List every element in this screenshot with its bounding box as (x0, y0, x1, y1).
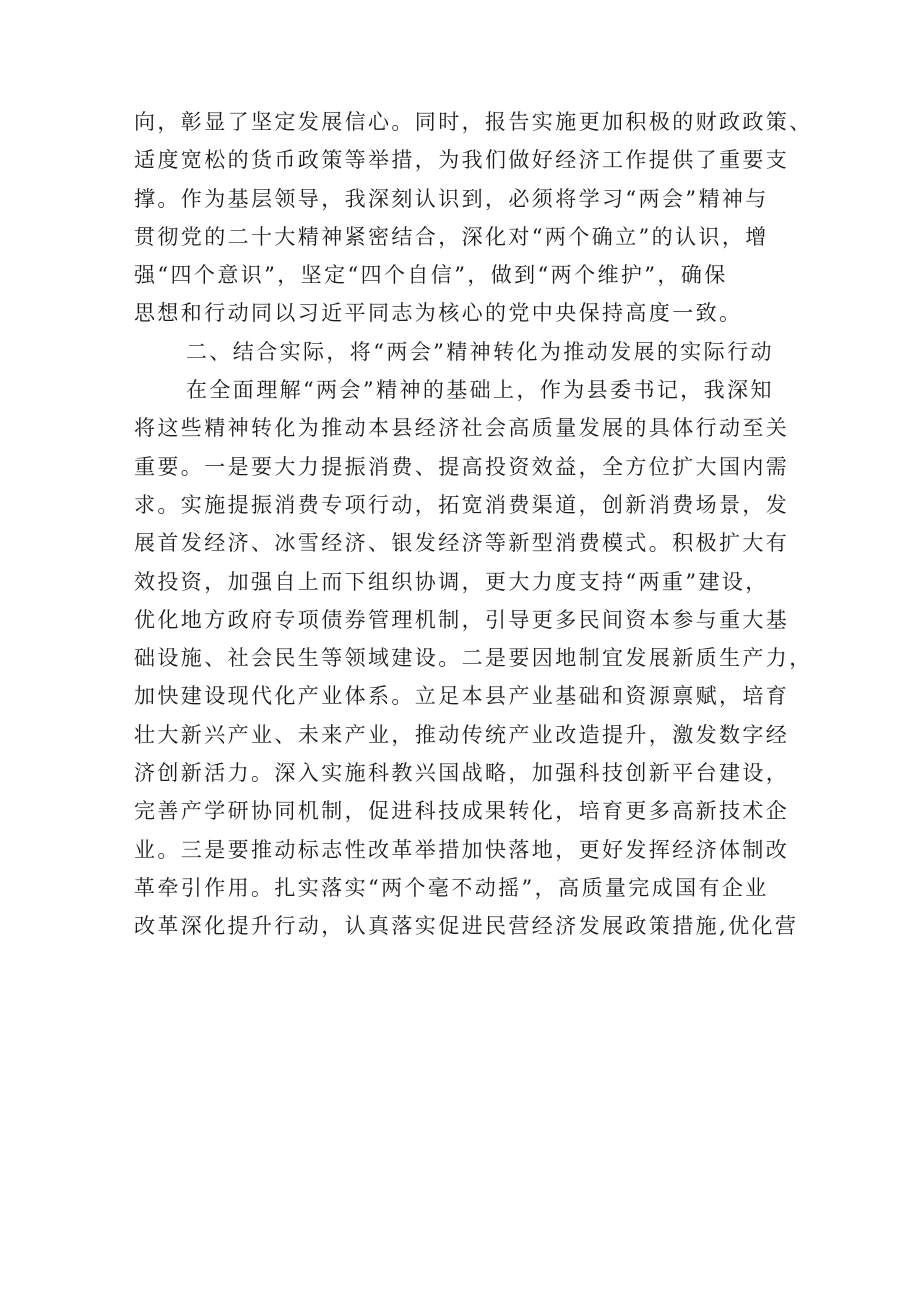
section-heading: 二、结合实际，将“两会”精神转化为推动发展的实际行动 (186, 339, 774, 364)
text-line: 业。三是要推动标志性改革举措加快落地，更好发挥经济体制改 (134, 837, 790, 862)
text-line: 向，彰显了坚定发展信心。同时，报告实施更加积极的财政政策、 (134, 110, 813, 134)
text-line: 济创新活力。深入实施科教兴国战略，加强科技创新平台建设， (134, 761, 790, 786)
text-line: 适度宽松的货币政策等举措，为我们做好经济工作提供了重要支 (134, 148, 790, 173)
text-line: 将这些精神转化为推动本县经济社会高质量发展的具体行动至关 (134, 416, 790, 441)
body-text (134, 103, 813, 946)
text-line: 展首发经济、冰雪经济、银发经济等新型消费模式。积极扩大有 (134, 531, 790, 556)
text-line: 改革深化提升行动，认真落实促进民营经济发展政策措施,优化营 (134, 914, 799, 939)
text-line: 础设施、社会民生等领域建设。二是要因地制宜发展新质生产力， (134, 646, 813, 671)
text-line: 完善产学研协同机制，促进科技成果转化，培育更多高新技术企 (134, 799, 790, 824)
text-line: 革牵引作用。扎实落实“两个毫不动摇”，高质量完成国有企业 (134, 875, 769, 900)
text-line: 思想和行动同以习近平同志为核心的党中央保持高度一致。 (134, 301, 743, 326)
text-line: 贯彻党的二十大精神紧密结合，深化对“两个确立”的认识，增 (134, 224, 769, 249)
text-line: 撑。作为基层领导，我深刻认识到，必须将学习“两会”精神与 (134, 186, 769, 211)
text-line: 重要。一是要大力提振消费、提高投资效益，全方位扩大国内需 (134, 454, 790, 479)
text-line: 加快建设现代化产业体系。立足本县产业基础和资源禀赋，培育 (134, 684, 790, 709)
text-line: 强“四个意识”，坚定“四个自信”，做到“两个维护”，确保 (134, 263, 728, 288)
text-line: 优化地方政府专项债券管理机制，引导更多民间资本参与重大基 (134, 607, 790, 632)
text-line: 壮大新兴产业、未来产业，推动传统产业改造提升，激发数字经 (134, 722, 790, 747)
text-line: 效投资，加强自上而下组织协调，更大力度支持“两重”建设， (134, 569, 769, 594)
text-line: 求。实施提振消费专项行动，拓宽消费渠道，创新消费场景，发 (134, 492, 790, 517)
paragraph-first-line: 在全面理解“两会”精神的基础上，作为县委书记，我深知 (186, 378, 774, 403)
